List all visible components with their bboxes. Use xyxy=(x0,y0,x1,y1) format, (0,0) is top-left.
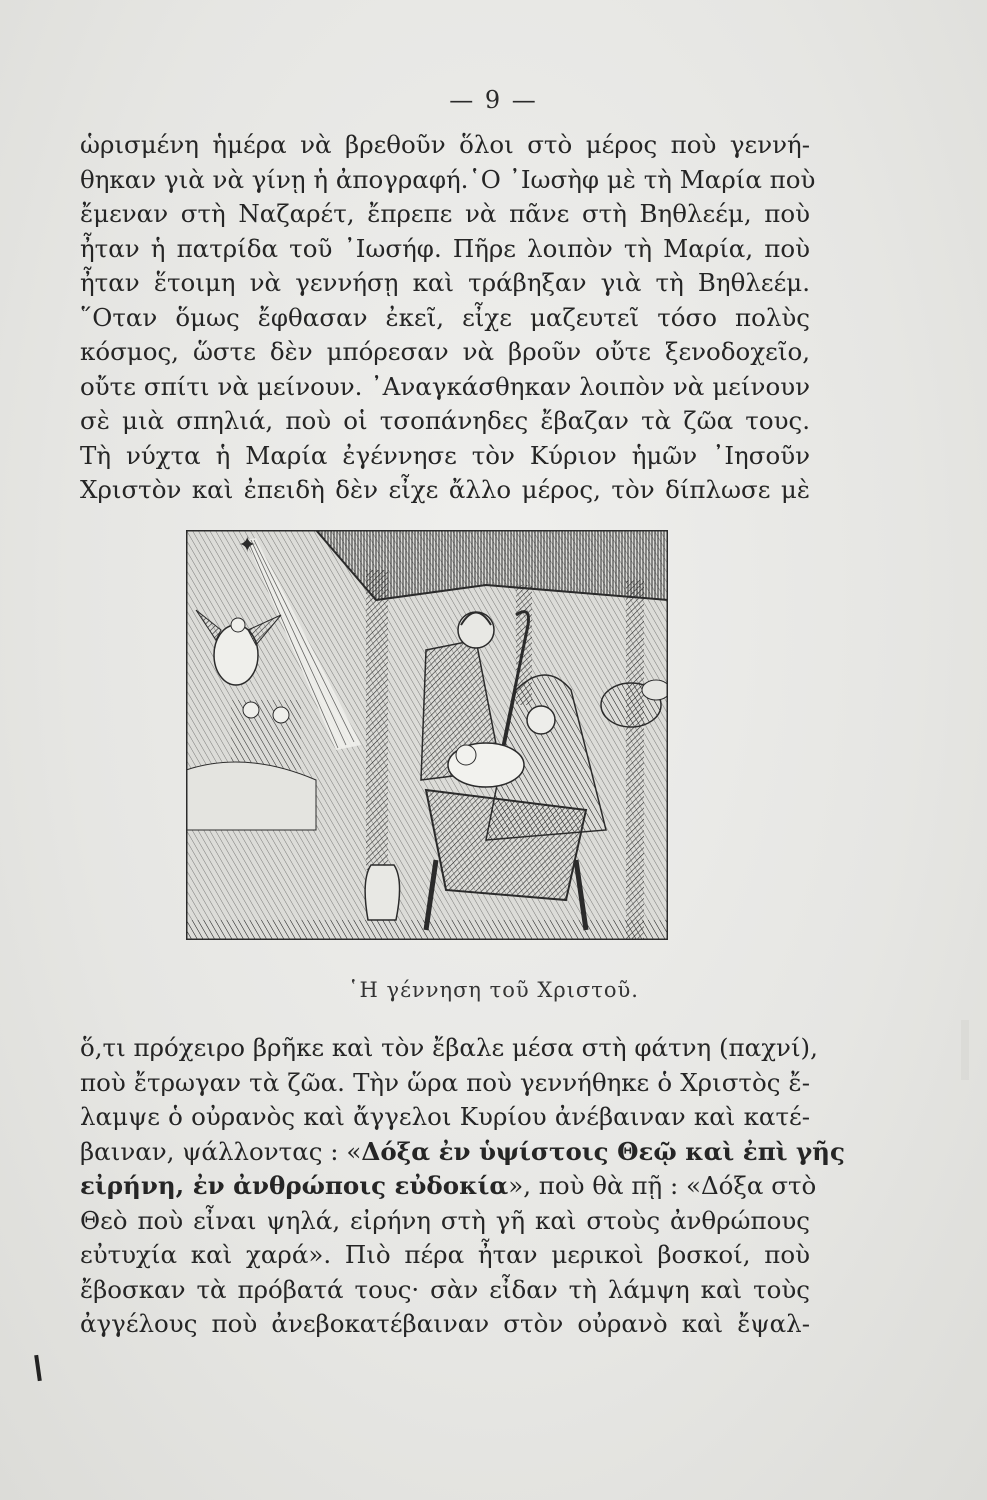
ink-mark xyxy=(34,1355,42,1381)
bold-quote: Δόξα ἐν ὑψίστοις Θεῷ καὶ ἐπὶ γῆς xyxy=(361,1136,845,1166)
text-line: ὅ,τι πρόχειρο βρῆκε καὶ τὸν ἔβαλε μέσα στὴ φάτνη (παχνί), xyxy=(80,1033,818,1062)
text-line: ἦταν ἡ πατρίδα τοῦ ᾿Ιωσήφ. Πῆρε λοιπὸν τὴ Μαρία, ποὺ xyxy=(80,233,810,263)
text-line: σὲ μιὰ σπηλιά, ποὺ οἱ τσοπάνηδες ἔβαζαν τὰ ζῶα τους. xyxy=(80,406,810,435)
paragraph-top xyxy=(80,128,816,508)
text-line xyxy=(80,1169,817,1204)
text-line: Θεὸ ποὺ εἶναι ψηλά, εἰρήνη στὴ γῆ καὶ στοὺς ἀνθρώπους xyxy=(80,1205,810,1235)
nativity-engraving-image xyxy=(186,530,668,940)
text-line: ὡρισμένη ἡμέρα νὰ βρεθοῦν ὅλοι στὸ μέρος ποὺ γεννή- xyxy=(80,130,810,159)
page-number: — 9 — xyxy=(449,86,538,114)
text-line: εὐτυχία καὶ χαρά». Πιὸ πέρα ἦταν μερικοὶ βοσκοί, ποὺ xyxy=(80,1240,810,1269)
text-line: ῞Οταν ὅμως ἔφθασαν ἐκεῖ, εἶχε μαζευτεῖ τόσο πολὺς xyxy=(80,302,810,332)
text-line xyxy=(80,1135,845,1170)
paper-stain xyxy=(961,1020,969,1080)
text-line: ἔβοσκαν τὰ πρόβατά τους· σὰν εἶδαν τὴ λάμψη καὶ τοὺς xyxy=(80,1274,810,1304)
text-line: ποὺ ἔτρωγαν τὰ ζῶα. Τὴν ὥρα ποὺ γεννήθηκε ὁ Χριστὸς ἔ- xyxy=(80,1067,810,1097)
text-line: ἔμεναν στὴ Ναζαρέτ, ἔπρεπε νὰ πᾶνε στὴ Βηθλεέμ, ποὺ xyxy=(80,199,810,228)
paragraph-bottom xyxy=(80,1031,845,1342)
text-line: Χριστὸν καὶ ἐπειδὴ δὲν εἶχε ἄλλο μέρος, τὸν δίπλωσε μὲ xyxy=(80,475,810,504)
figure-caption: ῾Η γέννηση τοῦ Χριστοῦ. xyxy=(348,978,639,1002)
text-line: ἀγγέλους ποὺ ἀνεβοκατέβαιναν στὸν οὐρανὸ καὶ ἔψαλ- xyxy=(80,1309,810,1338)
text-line: κόσμος, ὥστε δὲν μπόρεσαν νὰ βροῦν οὔτε ξενοδοχεῖο, xyxy=(80,337,810,366)
text-line: ἦταν ἕτοιμη νὰ γεννήσῃ καὶ τράβηξαν γιὰ τὴ Βηθλεέμ. xyxy=(80,268,810,297)
text-segment: », ποὺ θὰ πῇ : «Δόξα στὸ xyxy=(508,1171,817,1200)
text-line: θηκαν γιὰ νὰ γίνῃ ἡ ἀπογραφή.῾Ο ᾿Ιωσὴφ μὲ τὴ Μαρία ποὺ xyxy=(80,164,816,194)
text-line: λαμψε ὁ οὐρανὸς καὶ ἄγγελοι Κυρίου ἀνέβαιναν καὶ κατέ- xyxy=(80,1102,810,1131)
nativity-illustration xyxy=(186,530,668,940)
text-line: οὔτε σπίτι νὰ μείνουν. ᾿Αναγκάσθηκαν λοιπὸν νὰ μείνουν xyxy=(80,371,810,401)
bold-quote: εἰρήνη, ἐν ἀνθρώποις εὐδοκία xyxy=(80,1171,509,1200)
svg-text:✦: ✦ xyxy=(238,533,257,558)
text-line: Τὴ νύχτα ἡ Μαρία ἐγέννησε τὸν Κύριον ἡμῶν ᾿Ιησοῦν xyxy=(80,440,810,470)
text-segment: βαιναν, ψάλλοντας : « xyxy=(80,1136,362,1166)
